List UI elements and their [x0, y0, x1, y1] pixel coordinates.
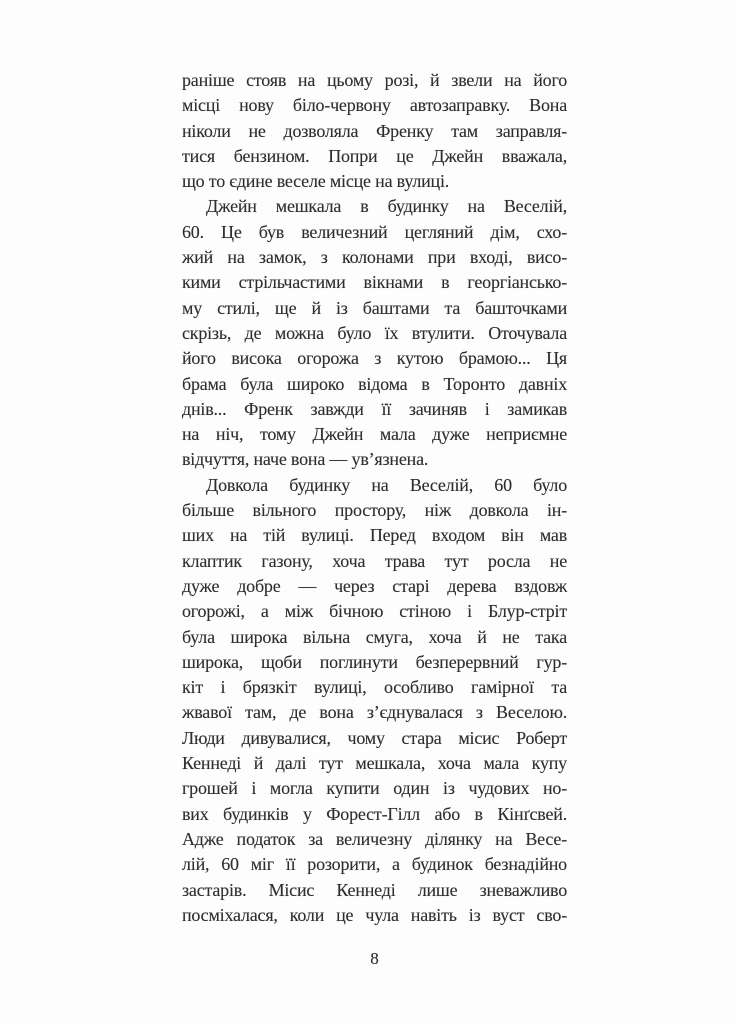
text-line: застарів. Місис Кеннеді лише зневажливо: [182, 879, 567, 900]
page-text-block: [182, 68, 567, 928]
text-line: Джейн мешкала в будинку на Веселій,: [206, 196, 567, 217]
text-line: 60. Це був величезний цегляний дім, схо-: [182, 221, 567, 242]
text-line: раніше стояв на цьому розі, й звели на його: [182, 70, 567, 90]
text-line: його висока огорожа з кутою брамою... Ця: [182, 348, 567, 369]
text-line: Кеннеді й далі тут мешкала, хоча мала купу: [182, 753, 567, 774]
text-line: кіт і брязкіт вулиці, особливо гамірної та: [182, 677, 567, 698]
text-line: місці нову біло-червону автозаправку. Вона: [182, 95, 567, 116]
text-line: Адже податок за величезну ділянку на Весе-: [182, 828, 567, 849]
text-line: жвавої там, де вона з’єднувалася з Веселою.: [182, 702, 567, 723]
text-line: Люди дивувалися, чому стара місис Роберт: [182, 727, 567, 748]
text-line: кими стрільчастими вікнами в георгіансько-: [182, 272, 567, 293]
text-line: більше вільного простору, ніж довкола ін-: [182, 500, 567, 521]
paragraph: [182, 194, 567, 472]
paragraph: [182, 68, 567, 194]
text-line: відчуття, наче вона — ув’язнена.: [182, 449, 429, 470]
text-line: Довкола будинку на Веселій, 60 було: [206, 474, 567, 495]
text-line: на ніч, тому Джейн мала дуже неприємне: [182, 424, 567, 445]
text-line: днів... Френк завжди її зачиняв і замикав: [182, 398, 567, 419]
page-number: 8: [370, 949, 379, 968]
text-line: ших на тій вулиці. Перед входом він мав: [182, 525, 567, 546]
text-line: широка, щоби поглинути безперервний гур-: [182, 651, 567, 672]
text-line: вих будинків у Форест-Гілл або в Кінґсвей.: [182, 803, 567, 824]
text-line: дуже добре — через старі дерева вздовж: [182, 575, 567, 596]
text-line: огорожі, а між бічною стіною і Блур-стріт: [182, 601, 567, 622]
text-line: жий на замок, з колонами при вході, висо-: [182, 247, 567, 268]
text-line: була широка вільна смуга, хоча й не така: [182, 626, 567, 647]
text-line: клаптик газону, хоча трава тут росла не: [182, 550, 567, 571]
paragraph: [182, 473, 567, 928]
text-line: що то єдине веселе місце на вулиці.: [182, 171, 450, 192]
text-line: грошей і могла купити один із чудових но-: [182, 778, 567, 799]
text-line: скрізь, де можна було їх втулити. Оточувала: [182, 322, 567, 343]
text-line: лій, 60 міг її розорити, а будинок безнадійно: [182, 854, 567, 875]
text-line: брама була широко відома в Торонто давніх: [182, 373, 567, 394]
text-line: ніколи не дозволяла Френку там заправля-: [182, 120, 567, 141]
text-line: тися бензином. Попри це Джейн вважала,: [182, 145, 567, 166]
text-line: му стилі, ще й із баштами та башточками: [182, 297, 567, 318]
text-line: посміхалася, коли це чула навіть із вуст сво-: [182, 904, 567, 925]
